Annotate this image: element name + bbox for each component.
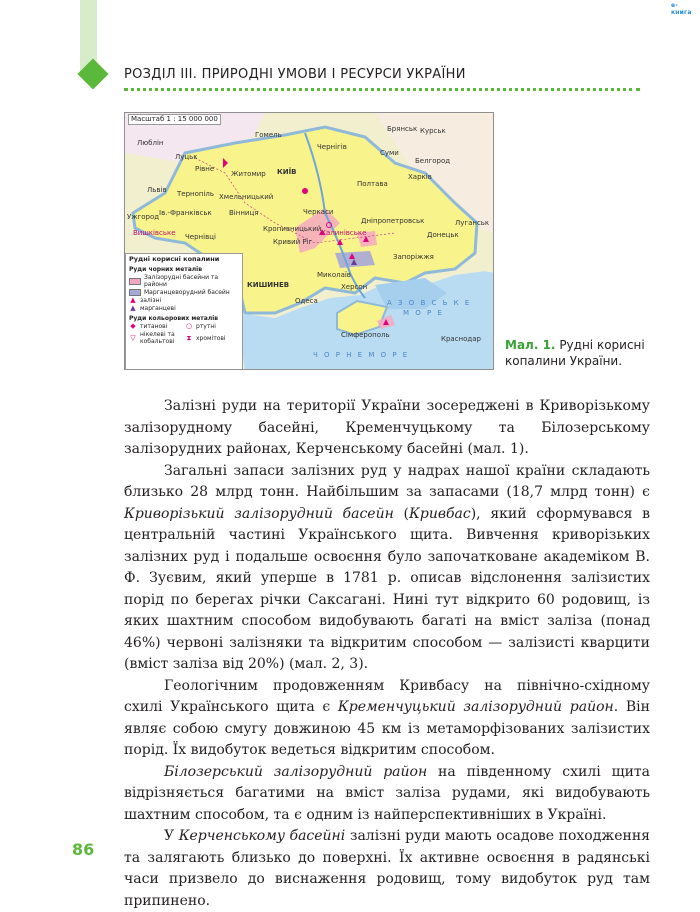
deposit-label-kalinivske: Калинівське: [321, 229, 367, 237]
city-label-chernivtsi: Чернівці: [185, 233, 216, 241]
legend-label-manganese: марганцеві: [140, 305, 176, 312]
legend-title: Рудні корисні копалини: [129, 255, 220, 263]
publisher-logo: e-книга: [671, 2, 692, 16]
paragraph-5-part-b: залізні руди мають осадове походження та залягають близько до поверхні. Їх активне освоєння в радянські часи призвело до виснаження родовищ, тому видобуток руд там припинено.: [124, 828, 650, 909]
city-label-kyiv: КИЇВ: [277, 168, 297, 176]
paragraph-2-part-a: Загальні запаси залізних руд у надрах нашої країни складають близько 28 млрд тонн. Найбільшим за запасами (18,7 млрд тонн) є: [124, 462, 650, 500]
city-label-dnipro: Дніпропетровськ: [361, 217, 425, 225]
paragraph-5: [124, 826, 650, 912]
legend-label-manganese-basin: Марганцеворудний басейн: [144, 289, 230, 296]
titanium-icon: ◆: [130, 322, 136, 330]
paragraph-3: [124, 676, 650, 762]
city-label-kropyvnytskyi: Кропивницький: [263, 225, 322, 233]
legend-row-nickel-cobalt: [129, 331, 183, 345]
term-bilozerskyi-district: Білозерський залізорудний район: [164, 763, 428, 780]
nickel-cobalt-triangle-icon: ▽: [130, 333, 136, 342]
city-label-rivne: Рівне: [195, 165, 215, 173]
section-title: РОЗДІЛ ІІІ. ПРИРОДНІ УМОВИ І РЕСУРСИ УКРАЇНИ: [124, 67, 466, 82]
iron-triangle-icon: ▲: [130, 296, 136, 304]
city-label-luhansk: Луганськ: [455, 219, 490, 227]
city-label-sumy: Суми: [380, 149, 399, 157]
city-label-khmelnytskyi: Хмельницький: [219, 193, 274, 201]
legend-row-titanium: [129, 323, 183, 330]
page-number: 86: [72, 840, 95, 859]
city-label-ivano-frankivsk: Ів.-Франківськ: [159, 209, 212, 217]
city-label-odesa: Одеса: [295, 297, 318, 305]
city-label-uzhhorod: Ужгород: [127, 213, 160, 221]
city-label-belgorod: Белгород: [415, 157, 451, 165]
city-label-kherson: Херсон: [341, 283, 368, 291]
city-label-zaporizhzhia: Запоріжжя: [393, 253, 434, 261]
legend-label-nickel-cobalt: нікелеві та кобальтові: [140, 331, 175, 345]
legend-ferrous-title: Руди чорних металів: [129, 266, 203, 273]
caption-text: Рудні корисні копалини України.: [505, 338, 645, 368]
manganese-triangle-icon: ▲: [130, 304, 136, 312]
sea-label-black: Ч О Р Н Е М О Р Е: [313, 351, 410, 359]
legend-label-iron: залізні: [140, 297, 162, 304]
caption-label: Мал. 1.: [505, 338, 556, 352]
paragraph-3-part-b: . Він являє собою смугу довжиною 45 км із метаморфізованих залізистих порід. Їх видобуток ведеться відкритим способом.: [124, 699, 650, 758]
sea-label-azov: А З О В С Ь К Е: [387, 299, 472, 307]
city-label-lutsk: Луцьк: [175, 153, 198, 161]
city-label-cherkasy: Черкаси: [303, 208, 334, 216]
legend-row-chromium: [185, 331, 239, 345]
deposit-label-vyshkivske: Вишківське: [133, 229, 176, 237]
city-label-gomel: Гомель: [255, 131, 282, 139]
city-label-kursk: Курськ: [420, 127, 446, 135]
titanium-deposit-point: [302, 188, 308, 194]
city-label-chisinau: КИШИНЕВ: [247, 281, 290, 289]
city-label-donetsk: Донецьк: [427, 231, 459, 239]
legend-swatch-manganese: [129, 289, 141, 296]
ore-minerals-map: [124, 112, 494, 370]
term-kryvyi-rih-basin: Криворізький залізорудний басейн: [124, 505, 394, 522]
map-scale-label: Масштаб 1 : 15 000 000: [128, 114, 221, 125]
legend-swatch-iron: [129, 278, 141, 285]
paragraph-2: [124, 461, 650, 676]
paragraph-4-part-b: на південному схилі щита відрізняється багатими на вміст заліза рудами, які видобувають шахтним способом, та є одним із найперспективніших в Україні.: [124, 763, 651, 823]
city-label-zhytomyr: Житомир: [231, 170, 266, 178]
city-label-simferopol: Сімферополь: [341, 331, 390, 339]
chromium-hourglass-icon: ⧗: [186, 333, 192, 342]
paragraph-4: [124, 762, 650, 827]
legend-row-mercury: [185, 323, 239, 330]
city-label-lublin: Люблін: [137, 139, 164, 147]
term-kerch-basin: Керченському басейні: [178, 828, 346, 844]
main-text: [124, 396, 650, 912]
city-label-ternopil: Тернопіль: [177, 190, 215, 198]
city-label-krasnodar: Краснодар: [441, 335, 481, 343]
paragraph-2-part-b: (: [393, 505, 410, 522]
paragraph-5-part-a: У: [164, 828, 179, 844]
term-kryvbas: Кривбас: [409, 505, 471, 522]
legend-row-iron: [129, 297, 239, 304]
paragraph-1: [124, 396, 650, 461]
legend-label-titanium: титанові: [140, 323, 168, 330]
legend-label-mercury: ртутні: [196, 323, 216, 330]
nikopol-manganese-basin: [335, 251, 375, 268]
paragraph-3-part-a: Геологічним продовженням Кривбасу на північно-східному схилі Українського щита є: [124, 677, 650, 715]
city-label-mykolaiv: Миколаїв: [317, 271, 351, 279]
city-label-bryansk: Брянськ: [387, 125, 418, 133]
city-label-lviv: Львів: [147, 186, 167, 194]
city-label-kryvyi-rih: Кривий Ріг: [273, 238, 313, 246]
term-kremenchuk-district: Кременчуцький залізорудний район: [337, 699, 614, 715]
figure-caption: [505, 337, 645, 369]
city-label-poltava: Полтава: [357, 180, 388, 188]
mercury-circle-icon: ○: [185, 322, 193, 330]
city-label-kharkiv: Харків: [408, 173, 432, 181]
sea-label-azov-2: М О Р Е: [403, 309, 444, 317]
city-label-chernihiv: Чернігів: [317, 143, 347, 151]
legend-nonferrous-grid: [129, 322, 239, 345]
legend-row-manganese-basin: [129, 289, 239, 296]
header-dotted-rule: [124, 88, 640, 91]
legend-nonferrous-title: Руди кольорових металів: [129, 315, 219, 322]
paragraph-2-part-c: ), який сформувався в центральній частині Українського щита. Вивчення криворізьких залізних руд і подальше освоєння було започатковане академіком В. Ф. Зуєвим, який уперше в 1781 р. описав відслонення залізистих порід по берегах річки Саксагані. Нині тут відкрито 60 родовищ, із яких шахтним способом видобувають багаті на вміст заліза (понад 46%) червоні залізняки та відкритим способом — залізисті кварцити (вміст заліза від 20%) (мал. 2, 3).: [124, 505, 650, 672]
map-legend: [125, 253, 243, 370]
city-label-vinnytsia: Вінниця: [229, 209, 259, 217]
legend-row-manganese: [129, 305, 239, 312]
paragraph-1-text: Залізні руди на території України зосереджені в Криворізькому залізорудному басейні, Кременчуцькому та Білозерському залізорудних районах, Керченському басейні (мал. 1).: [124, 398, 650, 457]
legend-row-iron-basin: [129, 274, 239, 288]
legend-label-iron-basin: Залізорудні басейни та райони: [144, 274, 219, 288]
legend-label-chromium: хромітові: [196, 334, 226, 342]
